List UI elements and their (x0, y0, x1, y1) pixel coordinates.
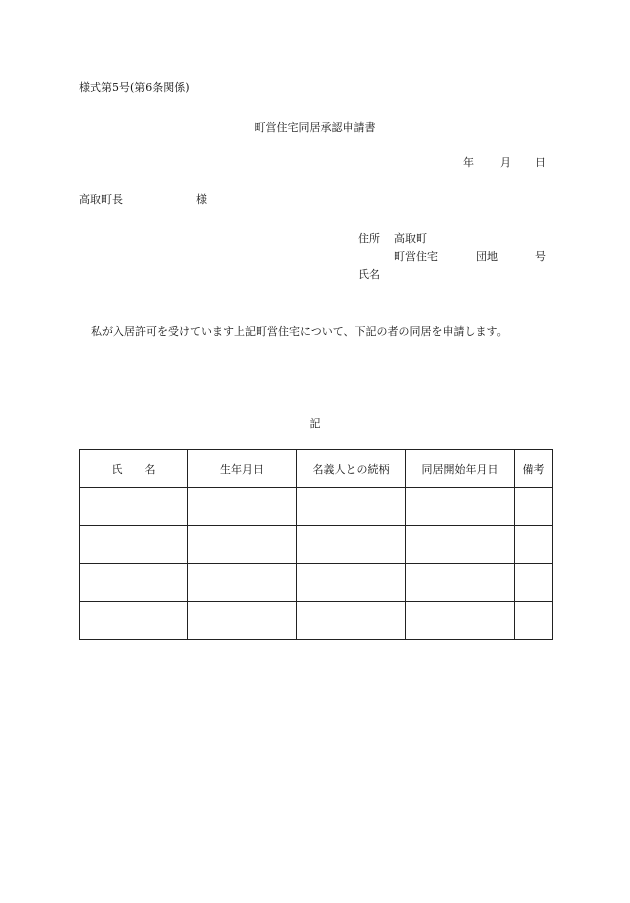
cell-remarks[interactable] (515, 564, 553, 602)
header-start-date: 同居開始年月日 (406, 450, 515, 488)
cell-relationship[interactable] (297, 564, 406, 602)
table-header-row (80, 450, 553, 488)
cell-remarks[interactable] (515, 526, 553, 564)
header-name: 氏 名 (80, 450, 188, 488)
applicant-name-label: 氏名 (358, 268, 380, 281)
cell-birthdate[interactable] (188, 488, 297, 526)
cell-name[interactable] (80, 602, 188, 640)
cell-remarks[interactable] (515, 602, 553, 640)
cell-birthdate[interactable] (188, 564, 297, 602)
cell-birthdate[interactable] (188, 526, 297, 564)
address-housing: 町営住宅 (394, 250, 438, 263)
cell-relationship[interactable] (297, 488, 406, 526)
header-remarks: 備考 (515, 450, 553, 488)
cell-name[interactable] (80, 488, 188, 526)
table-row (80, 526, 553, 564)
cell-relationship[interactable] (297, 602, 406, 640)
header-relationship: 名義人との続柄 (297, 450, 406, 488)
date-year-label: 年 (463, 156, 474, 169)
address-town: 高取町 (394, 232, 427, 245)
address-label: 住所 (358, 232, 380, 245)
cell-start-date[interactable] (406, 602, 515, 640)
cell-start-date[interactable] (406, 526, 515, 564)
ki-heading: 記 (309, 417, 321, 430)
table-row (80, 564, 553, 602)
recipient-name: 高取町長 (79, 193, 123, 206)
address-danchi-label: 団地 (476, 250, 498, 263)
cell-start-date[interactable] (406, 564, 515, 602)
document-title: 町営住宅同居承認申請書 (254, 121, 376, 134)
residents-table (79, 449, 553, 640)
cell-start-date[interactable] (406, 488, 515, 526)
cell-relationship[interactable] (297, 526, 406, 564)
cell-name[interactable] (80, 564, 188, 602)
recipient-honorific: 様 (196, 193, 207, 206)
form-number: 様式第5号(第6条関係) (79, 81, 190, 94)
cell-name[interactable] (80, 526, 188, 564)
table-row (80, 488, 553, 526)
address-number-label: 号 (535, 250, 546, 263)
header-birthdate: 生年月日 (188, 450, 297, 488)
table-row (80, 602, 553, 640)
date-day-label: 日 (535, 156, 546, 169)
application-statement: 私が入居許可を受けています上記町営住宅について、下記の者の同居を申請します。 (91, 325, 508, 338)
date-month-label: 月 (500, 156, 511, 169)
cell-birthdate[interactable] (188, 602, 297, 640)
cell-remarks[interactable] (515, 488, 553, 526)
